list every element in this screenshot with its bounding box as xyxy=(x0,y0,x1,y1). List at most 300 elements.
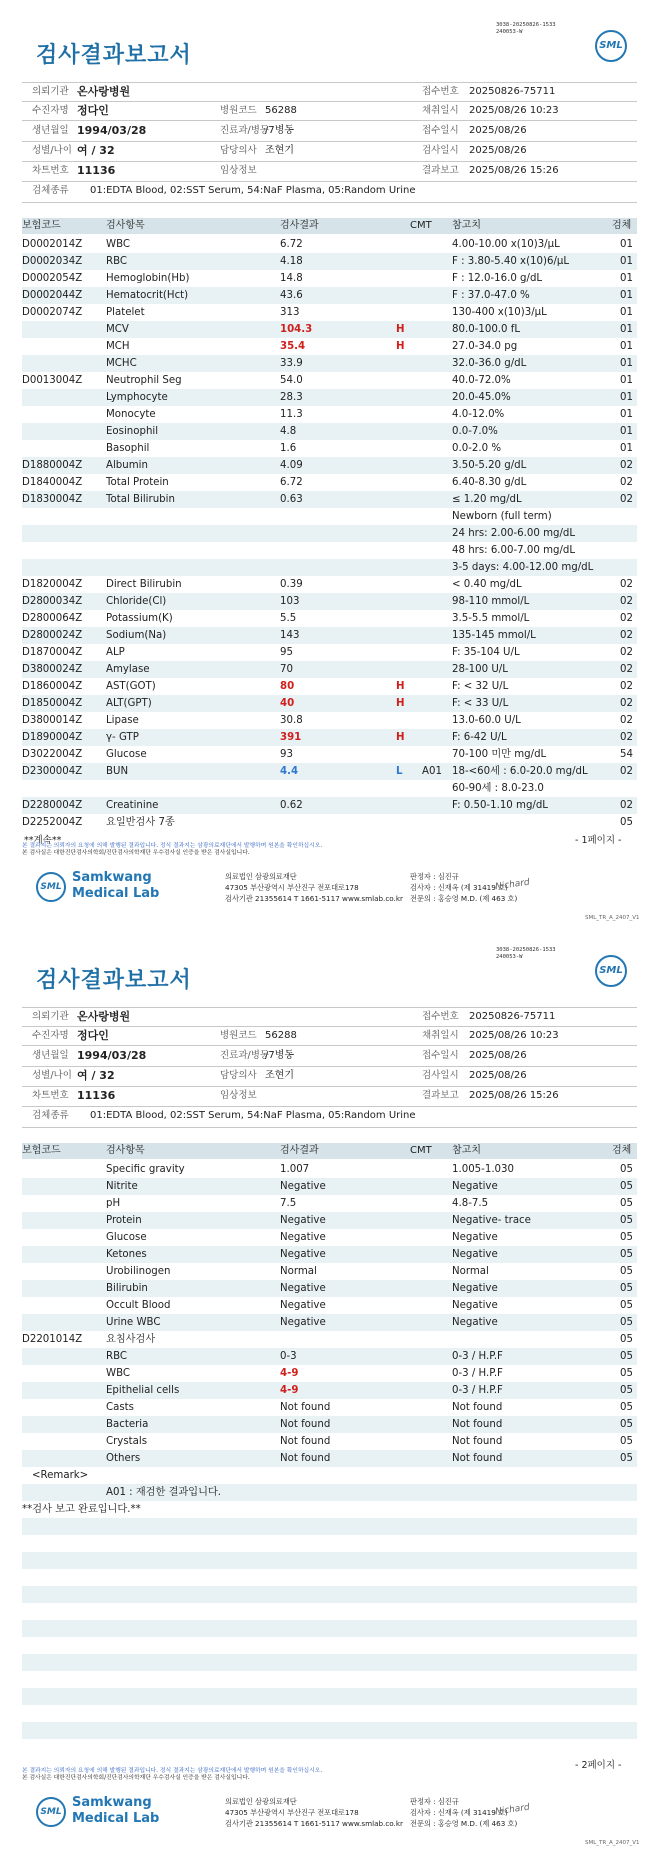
test-item: Monocyte xyxy=(106,409,156,420)
test-result: 1.007 xyxy=(280,1164,310,1175)
empty-row xyxy=(22,1620,637,1637)
table-row xyxy=(22,1331,637,1348)
insurance-code: D2201014Z xyxy=(22,1334,83,1345)
remark-label: <Remark> xyxy=(32,1470,89,1481)
insurance-code: D2800024Z xyxy=(22,630,83,641)
table-row xyxy=(22,440,637,457)
test-item: Urobilinogen xyxy=(106,1266,171,1277)
table-row xyxy=(22,355,637,372)
table-row xyxy=(22,1433,637,1450)
info-row: 차트번호 11136 임상정보 결과보고 2025/08/26 15:26 xyxy=(32,1089,559,1102)
table-row xyxy=(22,287,637,304)
reference-range: 135-145 mmol/L xyxy=(452,630,536,641)
test-item: WBC xyxy=(106,1368,130,1379)
table-row xyxy=(22,644,637,661)
table-row xyxy=(22,1280,637,1297)
table-row xyxy=(22,678,637,695)
reference-range: 80.0-100.0 fL xyxy=(452,324,521,335)
test-item: 요침사검사 xyxy=(106,1334,156,1345)
specimen-code: 05 xyxy=(620,1453,633,1464)
specimen-row: 검체종류 01:EDTA Blood, 02:SST Serum, 54:NaF Plasma, 05:Random Urine xyxy=(32,1110,416,1121)
insurance-code: D0002014Z xyxy=(22,239,83,250)
reported-time: 2025/08/26 15:26 xyxy=(469,165,559,176)
insurance-code: D1850004Z xyxy=(22,698,83,709)
test-item: 요일반검사 7종 xyxy=(106,817,175,828)
specimen-code: 02 xyxy=(620,664,633,675)
reference-range: 24 hrs: 2.00-6.00 mg/dL xyxy=(452,528,576,539)
specimen-code: 05 xyxy=(620,1198,633,1209)
test-result: 35.4 xyxy=(280,341,306,352)
reference-range: 0.0-7.0% xyxy=(452,426,498,437)
specimen-code: 01 xyxy=(620,409,633,420)
reference-range: Newborn (full term) xyxy=(452,511,552,522)
test-result: 0.63 xyxy=(280,494,303,505)
table-row xyxy=(22,1161,637,1178)
test-result: 6.72 xyxy=(280,239,303,250)
reference-range: 98-110 mmol/L xyxy=(452,596,530,607)
test-result: 4.09 xyxy=(280,460,303,471)
reference-range: F: 0.50-1.10 mg/dL xyxy=(452,800,548,811)
reference-range: 40.0-72.0% xyxy=(452,375,511,386)
test-item: γ- GTP xyxy=(106,732,139,743)
chart-number: 11136 xyxy=(77,164,116,177)
remark-text-row xyxy=(22,1484,637,1501)
reference-range: 32.0-36.0 g/dL xyxy=(452,358,527,369)
reference-range: Negative xyxy=(452,1317,498,1328)
info-row: 수진자명 정다인 병원코드 56288 채취일시 2025/08/26 10:23 xyxy=(32,1029,559,1042)
report-done-row xyxy=(22,1501,637,1518)
test-result: 313 xyxy=(280,307,300,318)
table-row xyxy=(22,814,637,831)
specimen-code: 05 xyxy=(620,1164,633,1175)
reference-range: < 0.40 mg/dL xyxy=(452,579,522,590)
specimen-code: 05 xyxy=(620,1249,633,1260)
specimen-code: 05 xyxy=(620,1181,633,1192)
test-result: 0.62 xyxy=(280,800,303,811)
test-result: Normal xyxy=(280,1266,317,1277)
reference-range: 1.005-1.030 xyxy=(452,1164,515,1175)
hospital-code: 56288 xyxy=(265,105,297,116)
test-result: 7.5 xyxy=(280,1198,297,1209)
doctor-name: 조현기 xyxy=(265,145,294,156)
test-result: 33.9 xyxy=(280,358,303,369)
reference-range: 0-3 / H.P.F xyxy=(452,1368,503,1379)
test-result: 103 xyxy=(280,596,300,607)
table-row xyxy=(22,576,637,593)
test-result: 4.8 xyxy=(280,426,297,437)
table-row xyxy=(22,304,637,321)
reference-range: 27.0-34.0 pg xyxy=(452,341,518,352)
table-row xyxy=(22,627,637,644)
reference-range: F: 6-42 U/L xyxy=(452,732,507,743)
specimen-code: 02 xyxy=(620,766,633,777)
test-item: MCV xyxy=(106,324,129,335)
test-item: ALP xyxy=(106,647,125,658)
footer-staff: 판정자 : 심진규 검사자 : 신재옥 (제 31419 호) 전문의 : 홍승영 M.D. (제 463 호) xyxy=(410,1797,518,1828)
insurance-code: D2252004Z xyxy=(22,817,83,828)
report-title: 검사결과보고서 xyxy=(36,968,192,993)
report-page-2 xyxy=(0,925,655,1850)
report-complete-note: **검사 보고 완료입니다.** xyxy=(22,1504,141,1515)
specimen-code: 05 xyxy=(620,1283,633,1294)
info-row: 성별/나이 여 / 32 담당의사 조현기 검사일시 2025/08/26 xyxy=(32,1069,527,1082)
test-item: WBC xyxy=(106,239,130,250)
table-header: 보험코드 검사항목 검사결과 CMT 참고치 검체 xyxy=(22,1143,637,1159)
table-row xyxy=(22,1297,637,1314)
test-result: 70 xyxy=(280,664,293,675)
test-item: Creatinine xyxy=(106,800,159,811)
insurance-code: D1860004Z xyxy=(22,681,83,692)
specimen-types: 01:EDTA Blood, 02:SST Serum, 54:NaF Plasma, 05:Random Urine xyxy=(90,185,416,196)
table-row xyxy=(22,406,637,423)
flag-indicator: H xyxy=(396,324,405,335)
specimen-code: 02 xyxy=(620,613,633,624)
table-row xyxy=(22,661,637,678)
specimen-code: 01 xyxy=(620,426,633,437)
document-id: 3038-20250826-1533 240053-W xyxy=(496,22,556,35)
reference-range: 20.0-45.0% xyxy=(452,392,511,403)
test-item: MCHC xyxy=(106,358,137,369)
table-row xyxy=(22,1348,637,1365)
test-result: Negative xyxy=(280,1215,326,1226)
table-row xyxy=(22,610,637,627)
reference-range: F: < 32 U/L xyxy=(452,681,509,692)
test-result: 1.6 xyxy=(280,443,297,454)
test-result: 391 xyxy=(280,732,302,743)
table-row xyxy=(22,593,637,610)
reference-range: Negative xyxy=(452,1249,498,1260)
empty-row xyxy=(22,1637,637,1654)
specimen-code: 02 xyxy=(620,647,633,658)
collected-time: 2025/08/26 10:23 xyxy=(469,105,559,116)
table-row xyxy=(22,712,637,729)
test-item: Occult Blood xyxy=(106,1300,171,1311)
test-item: Potassium(K) xyxy=(106,613,173,624)
document-id: 3038-20250826-1533 240053-W xyxy=(496,947,556,960)
insurance-code: D0013004Z xyxy=(22,375,83,386)
table-row xyxy=(22,763,637,780)
specimen-code: 01 xyxy=(620,290,633,301)
specimen-code: 01 xyxy=(620,307,633,318)
test-result: Negative xyxy=(280,1283,326,1294)
table-row xyxy=(22,1450,637,1467)
test-result: Negative xyxy=(280,1232,326,1243)
page-number: - 2페이지 - xyxy=(575,1760,622,1771)
reference-range: Negative xyxy=(452,1300,498,1311)
institution-name: 온사랑병원 xyxy=(77,85,131,98)
test-item: MCH xyxy=(106,341,130,352)
empty-row xyxy=(22,1569,637,1586)
specimen-code: 01 xyxy=(620,341,633,352)
sex-age: 여 / 32 xyxy=(77,144,115,157)
reference-range: F : 37.0-47.0 % xyxy=(452,290,530,301)
patient-name: 정다인 xyxy=(77,104,109,117)
test-item: Ketones xyxy=(106,1249,147,1260)
test-result: Not found xyxy=(280,1419,331,1430)
table-row xyxy=(22,508,637,525)
test-result: 4-9 xyxy=(280,1368,299,1379)
reference-range: Not found xyxy=(452,1453,503,1464)
test-result: 4.18 xyxy=(280,256,303,267)
insurance-code: D1890004Z xyxy=(22,732,83,743)
specimen-code: 02 xyxy=(620,460,633,471)
insurance-code: D3800024Z xyxy=(22,664,83,675)
table-row xyxy=(22,1314,637,1331)
test-result: 0.39 xyxy=(280,579,303,590)
test-result: Not found xyxy=(280,1436,331,1447)
reference-range: Normal xyxy=(452,1266,489,1277)
reference-range: 3.5-5.5 mmol/L xyxy=(452,613,530,624)
reference-range: 48 hrs: 6.00-7.00 mg/dL xyxy=(452,545,576,556)
test-result: 80 xyxy=(280,681,295,692)
test-result: Negative xyxy=(280,1317,326,1328)
reference-range: Not found xyxy=(452,1402,503,1413)
test-result: 11.3 xyxy=(280,409,303,420)
specimen-code: 01 xyxy=(620,273,633,284)
specimen-row: 검체종류 01:EDTA Blood, 02:SST Serum, 54:NaF Plasma, 05:Random Urine xyxy=(22,183,637,199)
specimen-code: 05 xyxy=(620,1436,633,1447)
specimen-code: 02 xyxy=(620,800,633,811)
divider xyxy=(22,82,637,83)
footer-staff: 판정자 : 심진규 검사자 : 신재옥 (제 31419 호) 전문의 : 홍승영 M.D. (제 463 호) xyxy=(410,872,518,903)
reference-range: 60-90세 : 8.0-23.0 xyxy=(452,783,544,794)
test-item: Glucose xyxy=(106,1232,147,1243)
table-row xyxy=(22,321,637,338)
table-row xyxy=(22,1365,637,1382)
table-row xyxy=(22,457,637,474)
test-result: 5.5 xyxy=(280,613,297,624)
test-item: Total Protein xyxy=(106,477,169,488)
table-row xyxy=(22,695,637,712)
test-item: Epithelial cells xyxy=(106,1385,180,1396)
insurance-code: D2800064Z xyxy=(22,613,83,624)
specimen-code: 01 xyxy=(620,443,633,454)
test-result: Not found xyxy=(280,1402,331,1413)
tested-date: 2025/08/26 xyxy=(469,145,527,156)
specimen-code: 01 xyxy=(620,324,633,335)
test-item: Nitrite xyxy=(106,1181,138,1192)
reference-range: Negative- trace xyxy=(452,1215,531,1226)
footer-address: 의료법인 삼광의료재단 47305 부산광역시 부산진구 전포대로178 검사기관 21355614 T 1661-5117 www.smlab.co.kr xyxy=(225,872,403,903)
test-item: Albumin xyxy=(106,460,148,471)
specimen-code: 01 xyxy=(620,375,633,386)
insurance-code: D3022004Z xyxy=(22,749,83,760)
insurance-code: D2800034Z xyxy=(22,596,83,607)
test-result: 6.72 xyxy=(280,477,303,488)
footer-note: 본 결과지는 의뢰자의 요청에 의해 발행된 결과입니다. 정식 결과지는 삼광의료재단에서 발행하며 원본을 확인하십시오. 본 검사실은 대한진단검사의학회/진단검사의학재단 우수검사실 인증을 받은 검사실입니다. xyxy=(22,843,323,856)
received-date: 2025/08/26 xyxy=(469,125,527,136)
specimen-code: 01 xyxy=(620,256,633,267)
info-row: 수진자명 정다인 병원코드 56288 채취일시 2025/08/26 10:23 xyxy=(32,104,559,117)
table-row xyxy=(22,559,637,576)
test-result: Negative xyxy=(280,1181,326,1192)
table-row xyxy=(22,797,637,814)
info-row: 차트번호 11136 임상정보 결과보고 2025/08/26 15:26 xyxy=(32,164,559,177)
results-table xyxy=(22,1161,637,1739)
reference-range: 3-5 days: 4.00-12.00 mg/dL xyxy=(452,562,594,573)
table-row xyxy=(22,1246,637,1263)
reference-range: Not found xyxy=(452,1419,503,1430)
flag-indicator: H xyxy=(396,681,405,692)
flag-indicator: H xyxy=(396,698,405,709)
signature: Nichard xyxy=(494,1802,531,1818)
reference-range: 3.50-5.20 g/dL xyxy=(452,460,527,471)
test-item: Protein xyxy=(106,1215,142,1226)
test-item: Chloride(Cl) xyxy=(106,596,167,607)
specimen-code: 02 xyxy=(620,630,633,641)
test-result: 30.8 xyxy=(280,715,303,726)
reference-range: 0-3 / H.P.F xyxy=(452,1385,503,1396)
insurance-code: D1840004Z xyxy=(22,477,83,488)
insurance-code: D0002044Z xyxy=(22,290,83,301)
test-result: 14.8 xyxy=(280,273,303,284)
table-row xyxy=(22,525,637,542)
footer-address: 의료법인 삼광의료재단 47305 부산광역시 부산진구 전포대로178 검사기관 21355614 T 1661-5117 www.smlab.co.kr xyxy=(225,1797,403,1828)
reference-range: F : 3.80-5.40 x(10)6/μL xyxy=(452,256,570,267)
info-row: 성별/나이 여 / 32 담당의사 조현기 검사일시 2025/08/26 xyxy=(32,144,527,157)
info-row: 생년월일 1994/03/28 진료과/병동 /7병동 접수일시 2025/08/26 xyxy=(32,1049,527,1062)
test-item: pH xyxy=(106,1198,121,1209)
reference-range: ≤ 1.20 mg/dL xyxy=(452,494,522,505)
test-result: Negative xyxy=(280,1249,326,1260)
footer-logo: SML Samkwang Medical Lab xyxy=(36,866,156,906)
table-row xyxy=(22,372,637,389)
department: /7병동 xyxy=(265,125,295,136)
table-row xyxy=(22,270,637,287)
flag-indicator: H xyxy=(396,341,405,352)
specimen-code: 54 xyxy=(620,749,633,760)
test-item: Crystals xyxy=(106,1436,148,1447)
test-result: 43.6 xyxy=(280,290,303,301)
test-result: 40 xyxy=(280,698,295,709)
insurance-code: D2280004Z xyxy=(22,800,83,811)
empty-row xyxy=(22,1688,637,1705)
specimen-code: 05 xyxy=(620,1402,633,1413)
table-header: 보험코드 검사항목 검사결과 CMT 참고치 검체 xyxy=(22,218,637,234)
specimen-code: 05 xyxy=(620,1317,633,1328)
test-item: Total Bilirubin xyxy=(106,494,175,505)
sml-logo: SML xyxy=(595,30,627,62)
reference-range: F: 35-104 U/L xyxy=(452,647,520,658)
table-row xyxy=(22,1195,637,1212)
insurance-code: D0002054Z xyxy=(22,273,83,284)
reference-range: Not found xyxy=(452,1436,503,1447)
test-item: Urine WBC xyxy=(106,1317,161,1328)
table-row xyxy=(22,1399,637,1416)
test-result: 93 xyxy=(280,749,293,760)
specimen-code: 02 xyxy=(620,477,633,488)
specimen-code: 02 xyxy=(620,494,633,505)
specimen-code: 05 xyxy=(620,1232,633,1243)
specimen-code: 02 xyxy=(620,698,633,709)
empty-row xyxy=(22,1654,637,1671)
reference-range: F : 12.0-16.0 g/dL xyxy=(452,273,543,284)
reference-range: 28-100 U/L xyxy=(452,664,508,675)
reference-range: 70-100 미만 mg/dL xyxy=(452,749,547,760)
test-item: Hematocrit(Hct) xyxy=(106,290,189,301)
reference-range: 0.0-2.0 % xyxy=(452,443,501,454)
report-title: 검사결과보고서 xyxy=(36,43,192,68)
test-result: 0-3 xyxy=(280,1351,297,1362)
specimen-code: 02 xyxy=(620,579,633,590)
table-row xyxy=(22,1229,637,1246)
remark-text: A01 : 재검한 결과입니다. xyxy=(106,1487,222,1498)
table-row xyxy=(22,423,637,440)
info-row: 생년월일 1994/03/28 진료과/병동 /7병동 접수일시 2025/08/26 xyxy=(32,124,527,137)
insurance-code: D0002034Z xyxy=(22,256,83,267)
reference-range: Negative xyxy=(452,1232,498,1243)
test-item: Lipase xyxy=(106,715,139,726)
table-row xyxy=(22,236,637,253)
table-row xyxy=(22,780,637,797)
reference-range: 4.8-7.5 xyxy=(452,1198,489,1209)
insurance-code: D3800014Z xyxy=(22,715,83,726)
test-item: AST(GOT) xyxy=(106,681,156,692)
reference-range: 4.0-12.0% xyxy=(452,409,505,420)
form-version: SML_TR_A_2407_V1 xyxy=(585,1840,640,1846)
test-result: 4.4 xyxy=(280,766,299,777)
test-result: Not found xyxy=(280,1453,331,1464)
test-item: Eosinophil xyxy=(106,426,159,437)
reference-range: 4.00-10.00 x(10)3/μL xyxy=(452,239,560,250)
empty-row xyxy=(22,1671,637,1688)
test-item: RBC xyxy=(106,1351,128,1362)
test-item: Hemoglobin(Hb) xyxy=(106,273,190,284)
test-result: 4-9 xyxy=(280,1385,299,1396)
empty-row xyxy=(22,1603,637,1620)
table-row xyxy=(22,746,637,763)
test-item: Lymphocyte xyxy=(106,392,168,403)
empty-row xyxy=(22,1518,637,1535)
test-result: 104.3 xyxy=(280,324,313,335)
specimen-code: 05 xyxy=(620,1368,633,1379)
flag-indicator: L xyxy=(396,766,403,777)
specimen-code: 05 xyxy=(620,1266,633,1277)
empty-row xyxy=(22,1552,637,1569)
empty-row xyxy=(22,1705,637,1722)
test-item: Amylase xyxy=(106,664,150,675)
test-result: Negative xyxy=(280,1300,326,1311)
reference-range: Negative xyxy=(452,1181,498,1192)
specimen-code: 05 xyxy=(620,1215,633,1226)
table-row xyxy=(22,1382,637,1399)
insurance-code: D1830004Z xyxy=(22,494,83,505)
specimen-code: 05 xyxy=(620,1351,633,1362)
table-row xyxy=(22,729,637,746)
test-item: Sodium(Na) xyxy=(106,630,167,641)
empty-row xyxy=(22,1586,637,1603)
empty-row xyxy=(22,1722,637,1739)
test-result: 95 xyxy=(280,647,293,658)
test-result: 28.3 xyxy=(280,392,303,403)
test-item: Bilirubin xyxy=(106,1283,148,1294)
test-result: 54.0 xyxy=(280,375,303,386)
test-item: Others xyxy=(106,1453,141,1464)
test-item: RBC xyxy=(106,256,128,267)
test-item: BUN xyxy=(106,766,129,777)
empty-row xyxy=(22,1535,637,1552)
test-item: Direct Bilirubin xyxy=(106,579,182,590)
table-row xyxy=(22,338,637,355)
flag-indicator: H xyxy=(396,732,405,743)
table-row xyxy=(22,1416,637,1433)
table-row xyxy=(22,253,637,270)
sml-logo: SML xyxy=(595,955,627,987)
table-row xyxy=(22,389,637,406)
reference-range: 13.0-60.0 U/L xyxy=(452,715,521,726)
specimen-code: 05 xyxy=(620,1385,633,1396)
specimen-code: 01 xyxy=(620,392,633,403)
